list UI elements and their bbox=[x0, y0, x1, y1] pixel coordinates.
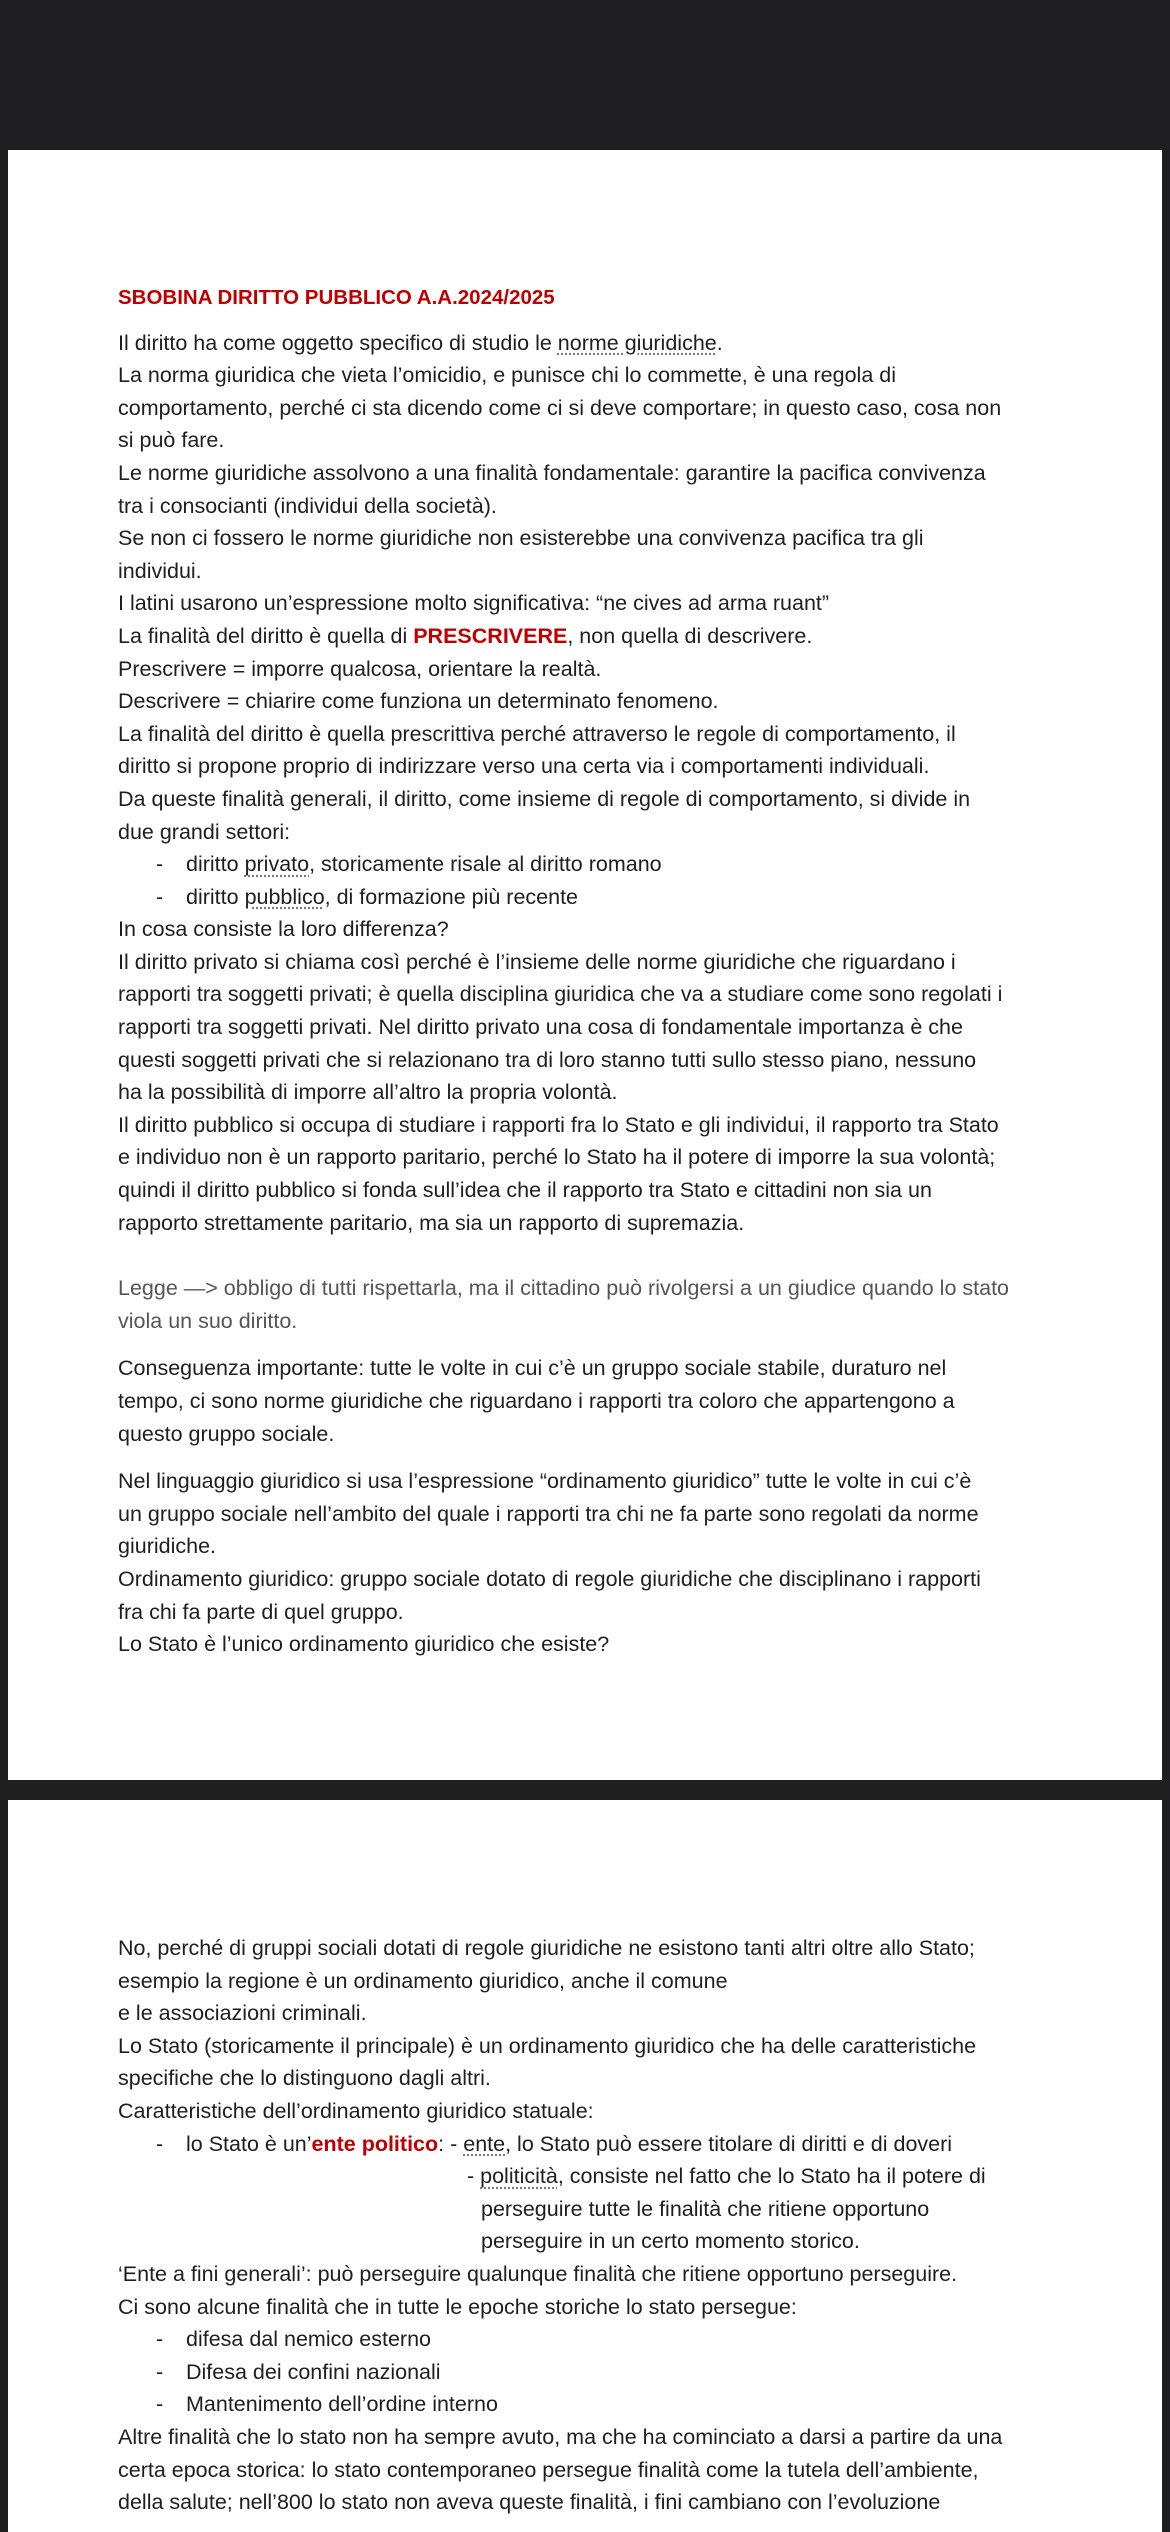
list-item bbox=[118, 848, 1068, 881]
note-line: Legge —> obbligo di tutti rispettarla, ma il cittadino può rivolgersi a un giudice quando lo stato bbox=[118, 1276, 1010, 1301]
paragraph-line: si può fare. bbox=[118, 428, 225, 453]
text: diritto bbox=[186, 852, 245, 877]
paragraph-line: Lo Stato è l’unico ordinamento giuridico che esiste? bbox=[118, 1632, 610, 1657]
page-2-text bbox=[118, 1932, 1068, 2519]
paragraph-line: e individuo non è un rapporto paritario, perché lo Stato ha il potere di imporre la sua volontà; bbox=[118, 1145, 996, 1170]
paragraph-line: quindi il diritto pubblico si fonda sull’idea che il rapporto tra Stato e cittadini non sia un bbox=[118, 1178, 932, 1203]
paragraph-line: Da queste finalità generali, il diritto, come insieme di regole di comportamento, si divide in bbox=[118, 786, 971, 811]
dash-bullet: - bbox=[156, 2327, 164, 2352]
list-item-text bbox=[156, 2132, 952, 2156]
paragraph-line: ha la possibilità di imporre all’altro la propria volontà. bbox=[118, 1080, 618, 1105]
paragraph-line: e le associazioni criminali. bbox=[118, 2001, 367, 2026]
dash-bullet: - bbox=[156, 2131, 164, 2156]
underlined-text: norme giuridiche bbox=[557, 330, 717, 355]
list-continuation: perseguire in un certo momento storico. bbox=[481, 2229, 860, 2254]
paragraph-line: giuridiche. bbox=[118, 1534, 216, 1559]
underlined-text: pubblico bbox=[244, 884, 325, 909]
paragraph-line: diritto si propone proprio di indirizzare verso una certa via i comportamenti individuali. bbox=[118, 754, 930, 779]
dash-bullet: - bbox=[156, 852, 164, 877]
text: : - bbox=[438, 2131, 464, 2156]
paragraph-line: due grandi settori: bbox=[118, 819, 291, 844]
underlined-text: privato bbox=[244, 852, 310, 877]
paragraph-line bbox=[118, 327, 1068, 360]
page-1-text bbox=[118, 282, 1068, 1661]
text: - bbox=[467, 2164, 481, 2189]
paragraph-line: questo gruppo sociale. bbox=[118, 1421, 335, 1446]
text: La finalità del diritto è quella di bbox=[118, 623, 414, 648]
paragraph-line: tempo, ci sono norme giuridiche che riguardano i rapporti tra coloro che appartengono a bbox=[118, 1389, 955, 1413]
paragraph-line: rapporti tra soggetti privati; è quella disciplina giuridica che va a studiare come sono regolati i bbox=[118, 982, 1003, 1007]
text: , non quella di descrivere. bbox=[567, 623, 813, 648]
text: . bbox=[716, 330, 723, 355]
list-continuation: perseguire tutte le finalità che ritiene opportuno bbox=[481, 2196, 930, 2221]
paragraph-line: Se non ci fossero le norme giuridiche non esisterebbe una convivenza pacifica tra gli bbox=[118, 526, 924, 551]
paragraph-line: un gruppo sociale nell’ambito del quale i rapporti tra chi ne fa parte sono regolati da norme bbox=[118, 1501, 979, 1526]
paragraph-line: della salute; nell’800 lo stato non aveva queste finalità, i fini cambiano con l’evoluzione bbox=[118, 2490, 941, 2515]
highlighted-keyword: ente politico bbox=[311, 2131, 439, 2156]
paragraph-line: Descrivere = chiarire come funziona un determinato fenomeno. bbox=[118, 689, 719, 714]
list-item bbox=[118, 2356, 1068, 2389]
paragraph-line bbox=[118, 620, 1068, 653]
paragraph-line: Ci sono alcune finalità che in tutte le epoche storiche lo stato persegue: bbox=[118, 2294, 797, 2319]
document-title: SBOBINA DIRITTO PUBBLICO A.A.2024/2025 bbox=[118, 286, 555, 309]
text: lo Stato è un’ bbox=[186, 2131, 312, 2156]
list-item-text: Difesa dei confini nazionali bbox=[186, 2359, 441, 2384]
dash-bullet: - bbox=[156, 884, 164, 909]
paragraph-line: La finalità del diritto è quella prescrittiva perché attraverso le regole di comportamento, il bbox=[118, 721, 956, 746]
list-item-text bbox=[156, 852, 662, 876]
paragraph-line: No, perché di gruppi sociali dotati di regole giuridiche ne esistono tanti altri oltre allo Stato; bbox=[118, 1936, 975, 1960]
paragraph-line: Lo Stato (storicamente il principale) è un ordinamento giuridico che ha delle caratteristiche bbox=[118, 2033, 977, 2058]
document-page-2 bbox=[8, 1800, 1162, 2532]
list-item bbox=[118, 2388, 1068, 2421]
paragraph-line: Nel linguaggio giuridico si usa l’espressione “ordinamento giuridico” tutte le volte in cui c’è bbox=[118, 1469, 972, 1494]
paragraph-line: individui. bbox=[118, 558, 202, 583]
paragraph-line: certa epoca storica: lo stato contemporaneo persegue finalità come la tutela dell’ambiente, bbox=[118, 2457, 979, 2482]
underlined-text: politicità bbox=[480, 2164, 558, 2189]
paragraph-line: questi soggetti privati che si relazionano tra di loro stanno tutti sullo stesso piano, nessuno bbox=[118, 1047, 977, 1072]
text: , di formazione più recente bbox=[324, 884, 579, 909]
text: , lo Stato può essere titolare di diritti e di doveri bbox=[505, 2131, 953, 2156]
spacer bbox=[118, 1337, 1068, 1352]
list-item bbox=[118, 2128, 1068, 2161]
note-line: viola un suo diritto. bbox=[118, 1308, 298, 1333]
paragraph-line: fra chi fa parte di quel gruppo. bbox=[118, 1599, 404, 1624]
text: Il diritto ha come oggetto specifico di studio le bbox=[118, 330, 558, 355]
paragraph-line: specifiche che lo distinguono dagli altri. bbox=[118, 2066, 491, 2091]
list-item-text: Mantenimento dell’ordine interno bbox=[186, 2392, 498, 2417]
paragraph-line: Caratteristiche dell’ordinamento giuridico statuale: bbox=[118, 2098, 594, 2123]
text: , consiste nel fatto che lo Stato ha il potere di bbox=[557, 2164, 986, 2189]
list-continuation bbox=[118, 2160, 1068, 2193]
paragraph-line: Ordinamento giuridico: gruppo sociale dotato di regole giuridiche che disciplinano i rapporti bbox=[118, 1566, 981, 1591]
paragraph-line: Il diritto pubblico si occupa di studiare i rapporti fra lo Stato e gli individui, il rapporto tra Stato bbox=[118, 1112, 999, 1137]
paragraph-line: comportamento, perché ci sta dicendo come ci si deve comportare; in questo caso, cosa non bbox=[118, 395, 1002, 420]
paragraph-line: La norma giuridica che vieta l’omicidio, e punisce chi lo commette, è una regola di bbox=[118, 363, 896, 388]
paragraph-line: Le norme giuridiche assolvono a una finalità fondamentale: garantire la pacifica convivenza bbox=[118, 460, 986, 485]
text: diritto bbox=[186, 884, 245, 909]
paragraph-line: Conseguenza importante: tutte le volte in cui c’è un gruppo sociale stabile, duraturo nel bbox=[118, 1356, 947, 1381]
list-item-text: difesa dal nemico esterno bbox=[186, 2327, 432, 2352]
spacer bbox=[118, 1450, 1068, 1465]
underlined-text: ente bbox=[463, 2131, 506, 2156]
paragraph-line: I latini usarono un’espressione molto significativa: “ne cives ad arma ruant” bbox=[118, 591, 830, 616]
text: , storicamente risale al diritto romano bbox=[309, 852, 662, 877]
paragraph-line: tra i consocianti (individui della società). bbox=[118, 493, 497, 518]
paragraph-line: esempio la regione è un ordinamento giuridico, anche il comune bbox=[118, 1968, 728, 1993]
paragraph-line: Prescrivere = imporre qualcosa, orientare la realtà. bbox=[118, 656, 602, 681]
list-item-text bbox=[156, 885, 578, 909]
paragraph-line: Altre finalità che lo stato non ha sempre avuto, ma che ha cominciato a darsi a partire da una bbox=[118, 2424, 1003, 2449]
list-item bbox=[118, 2323, 1068, 2356]
dash-bullet: - bbox=[156, 2392, 164, 2417]
dash-bullet: - bbox=[156, 2359, 164, 2384]
paragraph-line: Il diritto privato si chiama così perché è l’insieme delle norme giuridiche che riguardano i bbox=[118, 949, 956, 974]
paragraph-line: In cosa consiste la loro differenza? bbox=[118, 917, 449, 942]
spacer bbox=[118, 1239, 1068, 1272]
paragraph-line: ‘Ente a fini generali’: può perseguire qualunque finalità che ritiene opportuno perseguire. bbox=[118, 2261, 958, 2286]
highlighted-keyword: PRESCRIVERE bbox=[413, 623, 568, 648]
document-page-1 bbox=[8, 150, 1162, 1780]
paragraph-line: rapporti tra soggetti privati. Nel diritto privato una cosa di fondamentale importanza è che bbox=[118, 1015, 963, 1040]
paragraph-line: rapporto strettamente paritario, ma sia un rapporto di supremazia. bbox=[118, 1210, 745, 1235]
list-item bbox=[118, 881, 1068, 914]
